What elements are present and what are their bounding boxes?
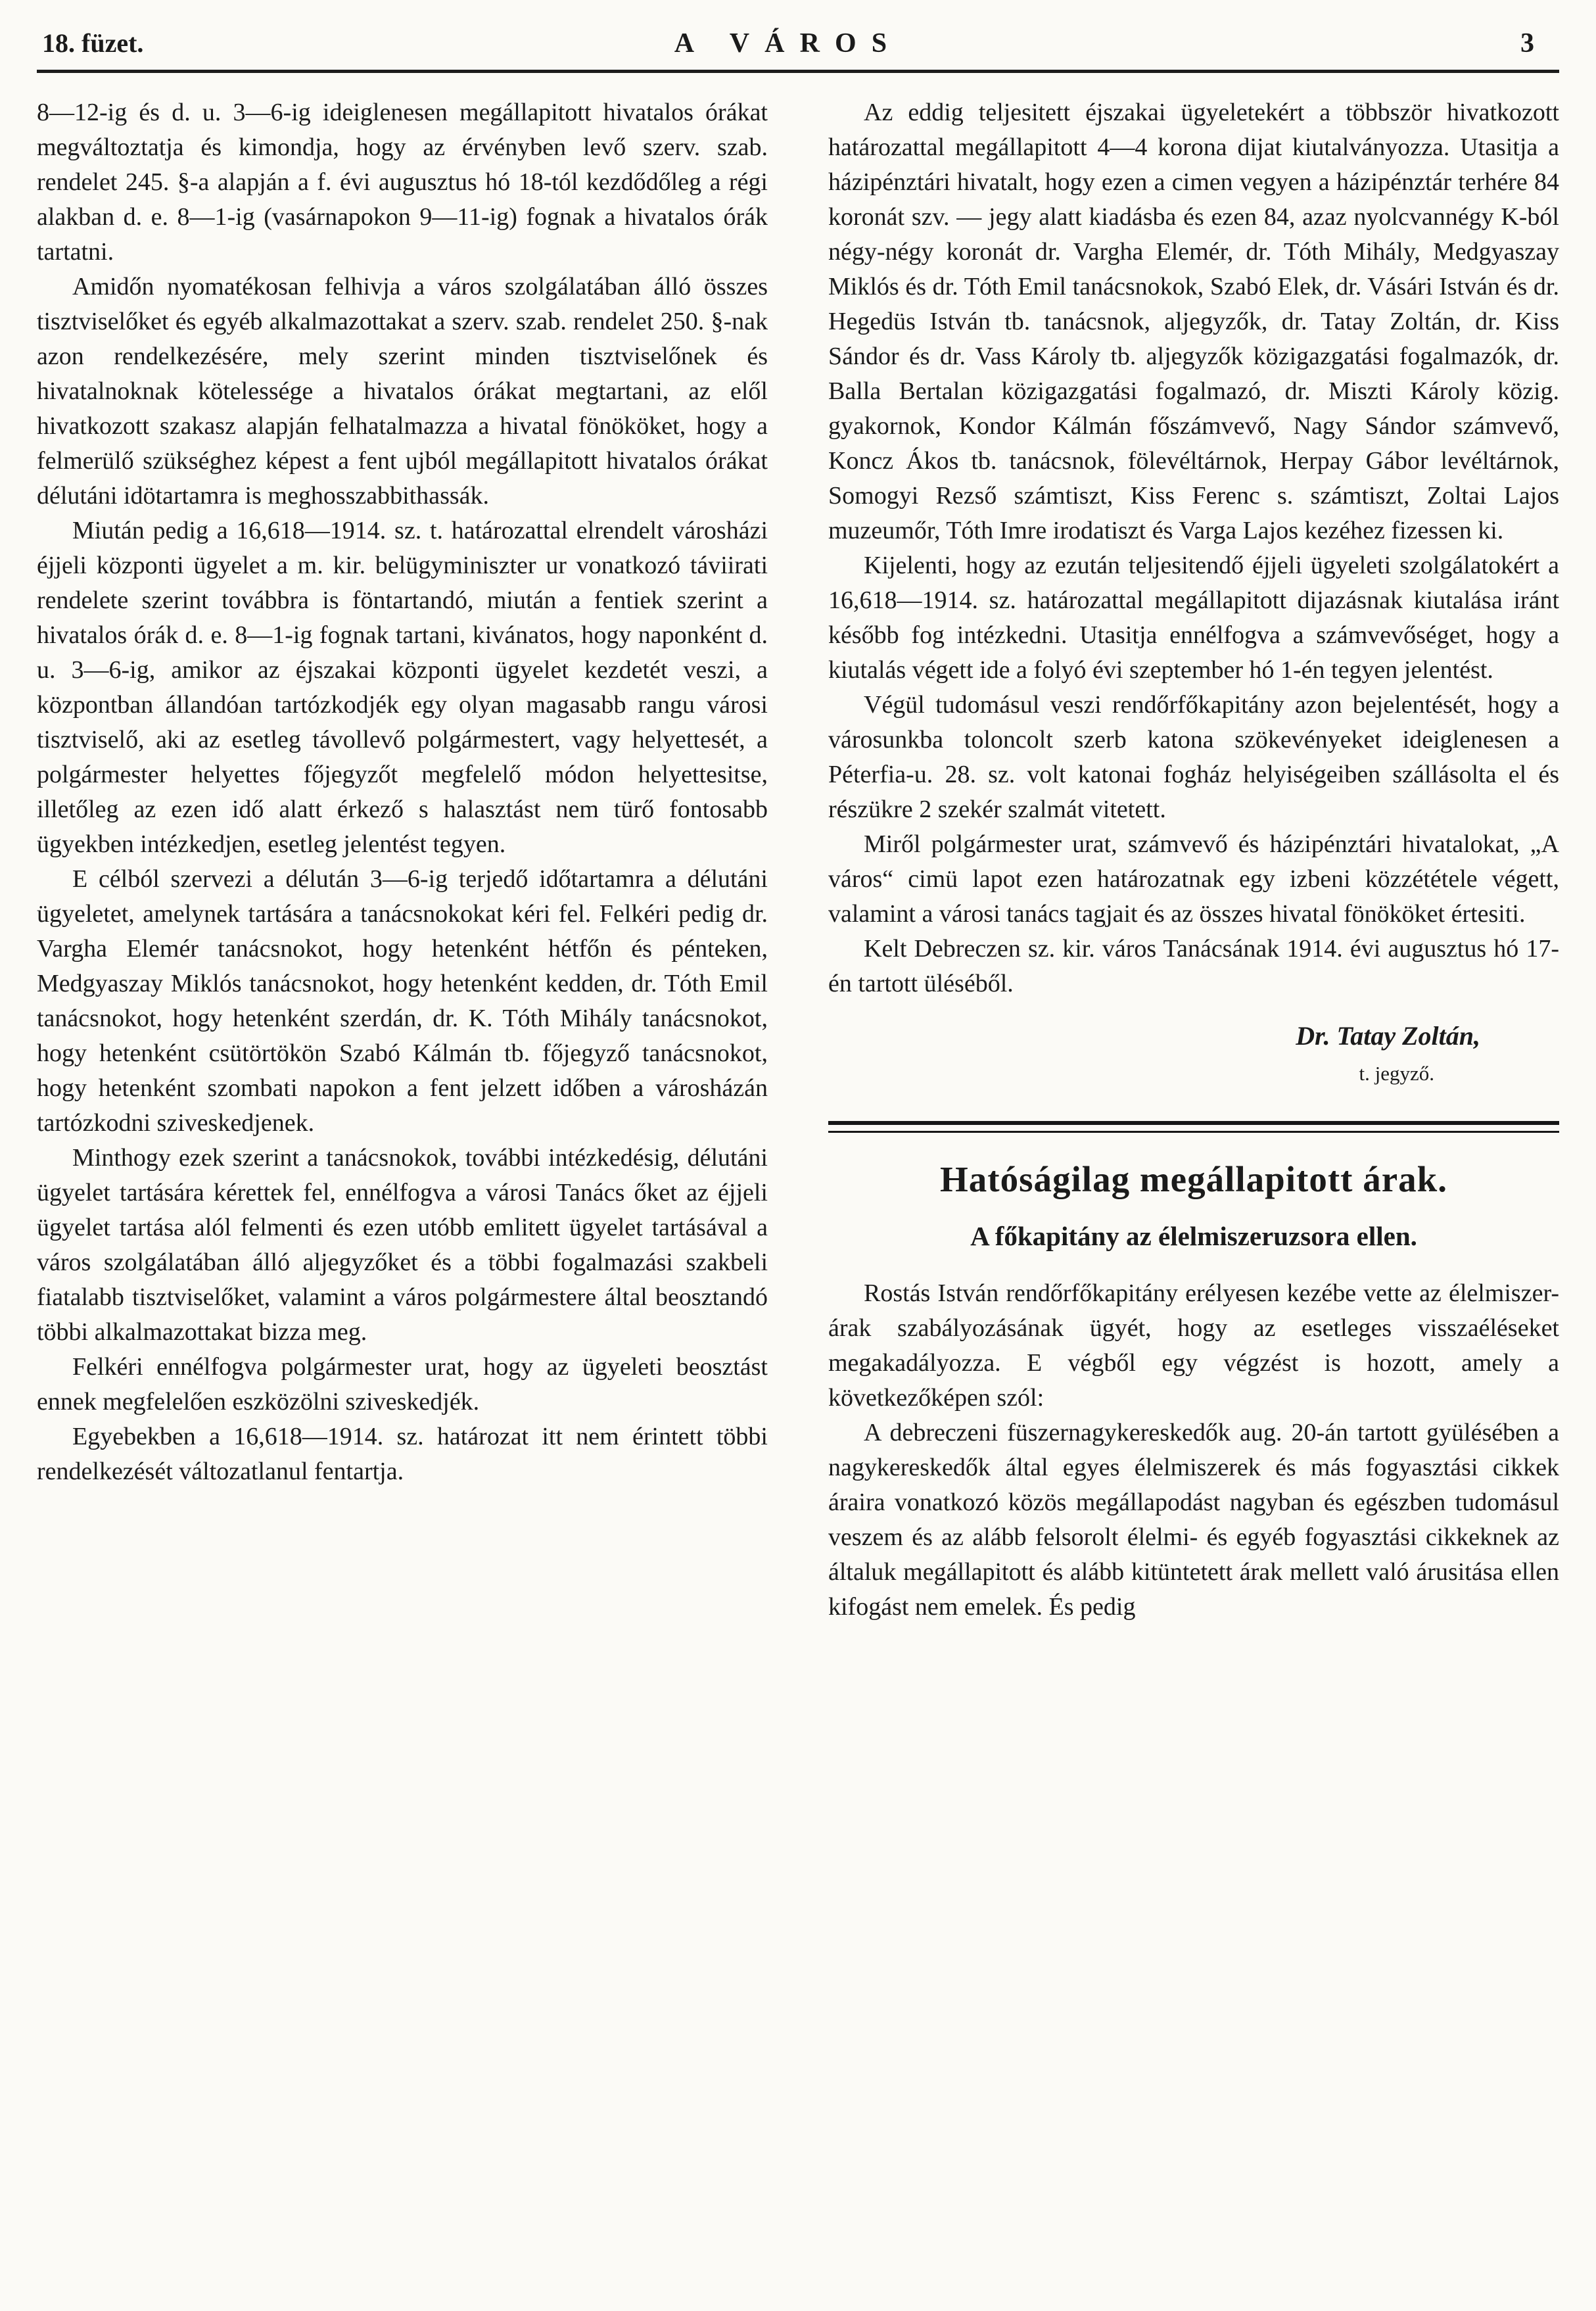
paragraph: Amidőn nyomatékosan felhivja a város szolgálatában álló összes tisztviselőket és egyéb alkalmazottakat a szerv. szab. rendelet 250. §-nak azon rendelkezésére, mely szerint minden tisztviselőnek és hivatalnoknak kötelessége a hivatalos órákat megtartani, az elől hivatkozott szakasz alapján felhatalmazza a hivatal fönököket, hogy a felmerülő szükséghez képest a fent ujból megállapitott hivatalos órákat délutáni idötartamra is meghosszabbithassák. — [37, 273, 768, 510]
page-header — [37, 28, 1559, 70]
paragraph: Kijelenti, hogy az ezután teljesitendő éjjeli ügyeleti szolgálatokért a 16,618—1914. sz. határozattal megállapitott dijazásnak kiutalása iránt később fog intézkedni. Utasitja ennélfogva a számvevőséget, hogy a kiutalás végett ide a folyó évi szeptember hó 1-én tegyen jelentést. — [828, 552, 1559, 684]
paragraph: Az eddig teljesitett éjszakai ügyeletekért a többször hivatkozott határozattal megállapitott 4—4 korona dijat kiutalványozza. Utasitja a házipénztári hivatalt, hogy ezen a cimen vegyen a házipénztár terhére 84 koronát szv. — jegy alatt kiadásba és ezen 84, azaz nyolcvannégy K-ból négy-négy koronát dr. Vargha Elemér, dr. Tóth Mihály, Medgyaszay Miklós és dr. Tóth Emil tanácsnokok, Szabó Elek, dr. Vásári István és dr. Hegedüs István tb. tanácsnok, aljegyzők, dr. Tatay Zoltán, dr. Kiss Sándor és dr. Vass Károly tb. aljegyzők közigazgatási fogalmazók, dr. Balla Bertalan közigazgatási fogalmazó, dr. Miszti Károly közig. gyakornok, Kondor Kálmán főszámvevő, Nagy Sándor számvevő, Koncz Ákos tb. tanácsnok, fölevéltárnok, Herpay Gábor levéltárnok, Somogyi Rezső számtiszt, Kiss Ferenc s. számtiszt, Zoltai Lajos muzeumőr, Tóth Imre irodatiszt és Varga Lajos kezéhez fizessen ki. — [828, 99, 1559, 544]
paragraph: Felkéri ennélfogva polgármester urat, hogy az ügyeleti beosztást ennek megfelelően eszközölni sziveskedjék. — [37, 1353, 768, 1416]
right-column-body — [828, 95, 1559, 1001]
right-column — [828, 95, 1559, 1625]
signature-block — [828, 1018, 1559, 1091]
paragraph: Minthogy ezek szerint a tanácsnokok, további intézkedésig, délutáni ügyelet tartására kérettek fel, ennélfogva a városi Tanács őket az éjjeli ügyelet tartása alól felmenti és ezen utóbb emlitett ügyelet tartásával a város szolgálatában álló aljegyzőket és a többi fogalmazási szakbeli fiatalabb tisztviselőket, valamint a város polgármestere által beosztandó többi alkalmazottakat bizza meg. — [37, 1144, 768, 1346]
section-divider-rule — [828, 1121, 1559, 1133]
paragraph: A debreczeni füszernagykereskedők aug. 20-án tartott gyülésében a nagykereskedők által egyes élelmiszerek és más fogyasztási cikkek áraira vonatkozó közös megállapodást nagyban és egészben tudomásul veszem és az alább felsorolt élelmi- és egyéb fogyasztási cikkeknek az általuk megállapitott és alább kitüntetett árak mellett való árusitása ellen kifogást nem emelek. És pedig — [828, 1419, 1559, 1621]
two-column-body — [37, 95, 1559, 1625]
section-body — [828, 1276, 1559, 1625]
masthead-title: A VÁROS — [674, 28, 903, 59]
paragraph: E célból szervezi a délután 3—6-ig terjedő időtartamra a délutáni ügyeletet, amelynek tartására a tanácsnokokat kéri fel. Felkéri pedig dr. Vargha Elemér tanácsnokot, hogy hetenként hétfőn és pénteken, Medgyaszay Miklós tanácsnokot, hogy hetenként kedden, dr. Tóth Emil tanácsnokot, hogy hetenként szerdán, dr. K. Tóth Mihály tanácsnokot, hogy hetenként csütörtökön Szabó Kálmán tb. főjegyző tanácsnokot, hogy hetenként szombati napokon a fent jelzett időben a városházán tartózkodni sziveskedjenek. — [37, 865, 768, 1137]
signature-role: t. jegyző. — [1359, 1062, 1434, 1085]
paragraph: Végül tudomásul veszi rendőrfőkapitány azon bejelentését, hogy a városunkba toloncolt szerb katona szökevényeket ideiglenesen a Péterfia-u. 28. sz. volt katonai fogház helyiségeiben szállásolta el és részükre 2 szekér szalmát vitetett. — [828, 691, 1559, 823]
paragraph: Miről polgármester urat, számvevő és házipénztári hivatalokat, „A város“ cimü lapot ezen határozatnak egy izbeni közzététele végett, valamint a városi tanács tagjait és az összes hivatal fönököket értesiti. — [828, 830, 1559, 928]
paragraph: Egyebekben a 16,618—1914. sz. határozat itt nem érintett többi rendelkezését változatlanul fentartja. — [37, 1423, 768, 1485]
paragraph: Rostás István rendőrfőkapitány erélyesen kezébe vette az élelmiszer-árak szabályozásának ügyét, hogy az esetleges visszaéléseket megakadályozza. E végből egy végzést is hozott, amely a következőképen szól: — [828, 1279, 1559, 1412]
left-column — [37, 95, 768, 1625]
issue-label: 18. füzet. — [42, 28, 144, 58]
section-subheadline: A főkapitány az élelmiszeruzsora ellen. — [970, 1221, 1417, 1251]
section-headline: Hatóságilag megállapitott árak. — [940, 1159, 1447, 1199]
paragraph: Miután pedig a 16,618—1914. sz. t. határozattal elrendelt városházi éjjeli központi ügyelet a m. kir. belügyminiszter ur vonatkozó táviirati rendelete szerint továbbra is föntartandó, miután a fentiek szerint a hivatalos órák d. e. 8—1-ig fognak tartani, kivánatos, hogy naponként d. u. 3—6-ig, amikor az éjszakai központi ügyelet kezdetét veszi, a központban állandóan tartózkodjék egy olyan magasabb rangu városi tisztviselő, aki az esetleg távollevő polgármestert, vagy helyettesét, a polgármester helyettes főjegyzőt megfelelő módon helyettesitse, illetőleg az ezen idő alatt érkező s halasztást nem türő fontosabb ügyekben intézkedjen, esetleg jelentést tegyen. — [37, 517, 768, 858]
signature-name: Dr. Tatay Zoltán, — [1296, 1021, 1480, 1051]
page-number: 3 — [1520, 28, 1534, 59]
header-rule — [37, 70, 1559, 73]
paragraph: Kelt Debreczen sz. kir. város Tanácsának 1914. évi augusztus hó 17-én tartott üléséből. — [828, 935, 1559, 997]
paragraph: 8—12-ig és d. u. 3—6-ig ideiglenesen megállapitott hivatalos órákat megváltoztatja és kimondja, hogy az érvényben levő szerv. szab. rendelet 245. §-a alapján a f. évi augusztus hó 18-tól kezdődőleg a régi alakban d. e. 8—1-ig (vasárnapokon 9—11-ig) fognak a hivatalos órák tartatni. — [37, 99, 768, 266]
